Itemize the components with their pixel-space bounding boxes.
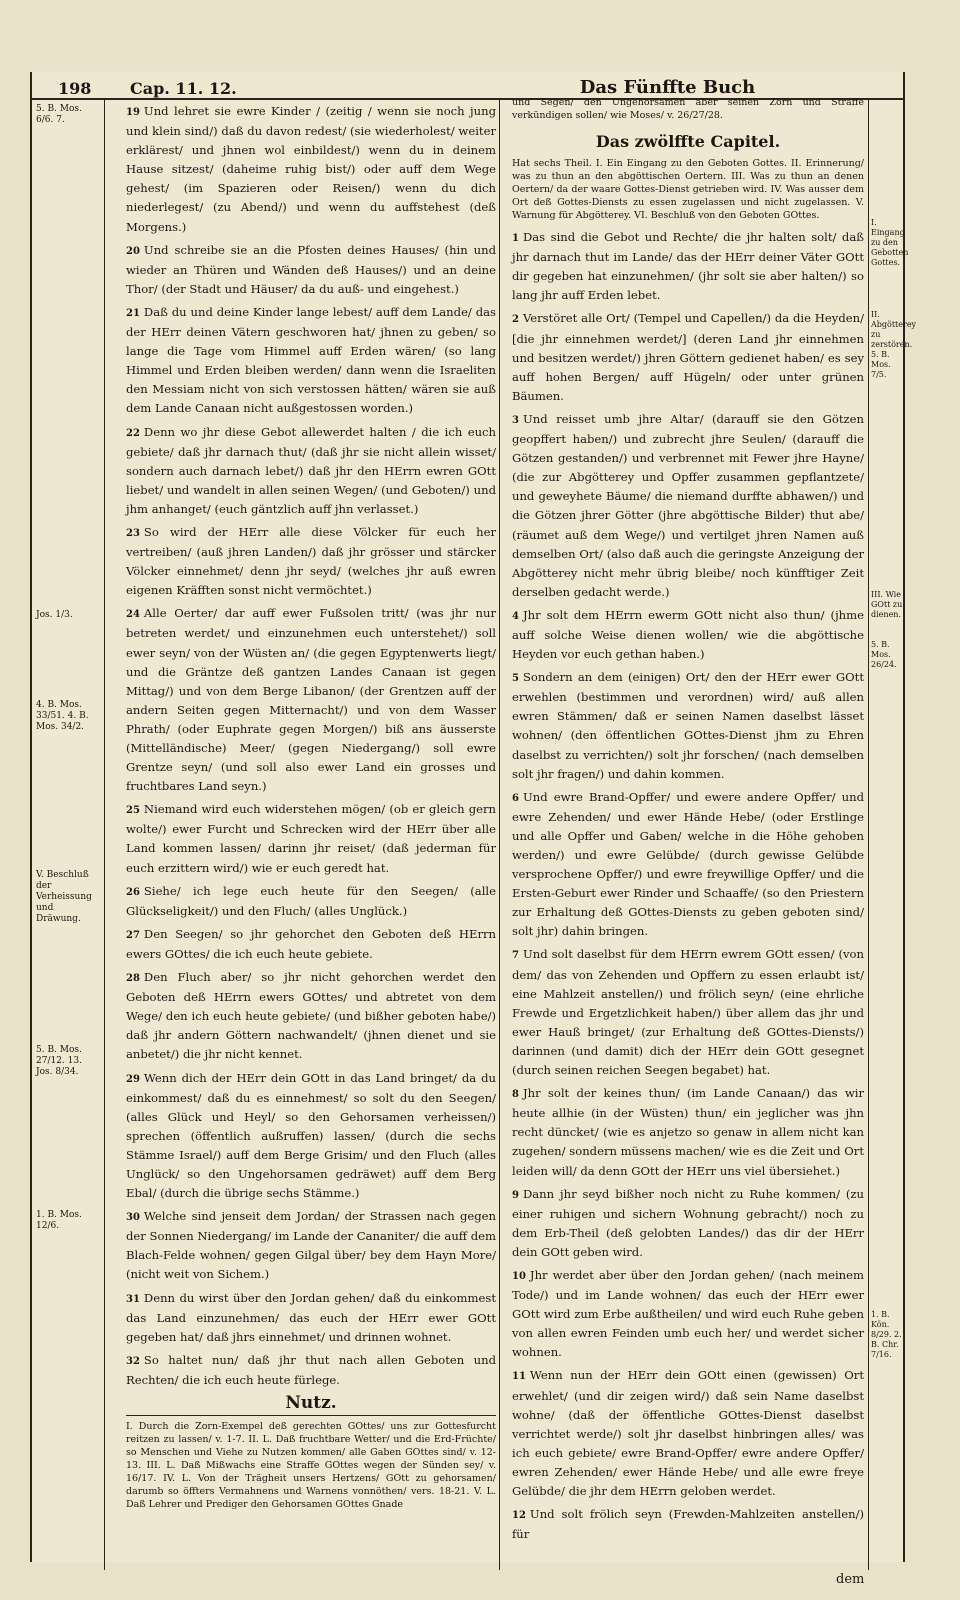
verse (126, 1351, 496, 1390)
verse (126, 1207, 496, 1284)
verse-text: Und schreibe sie an die Pfosten deines Hauses/ (hin und wieder an Thüren und Wänden deß Hauses/) und an deine Thor/ (der Stadt und Häuser/ da du auß- und eingehest.) (126, 242, 496, 296)
verse-text: Sondern an dem (einigen) Ort/ den der HErr ewer GOtt erwehlen (bestimmen und verordnen) wird/ auß allen ewren Stämmen/ daß er seinen Namen daselbst lässet wohnen/ (den öffentlichen GOttes-Dienst jhm zu Ehren daselbst zu verrichten/) solt jhr forschen/ (nach demselben solt jhr fragen/) und dahin kommen. (512, 670, 864, 781)
verse-number: 32 (126, 1355, 140, 1367)
chapter-12-continuation: und Segen/ den Ungehorsamen aber seinen Zorn und Straffe verkündigen sollen/ wie Moses/ v. 26/27/28. (512, 97, 864, 121)
verse-number: 12 (512, 1510, 526, 1522)
verse-number: 26 (126, 886, 140, 898)
verse (512, 1185, 864, 1262)
verse (512, 945, 864, 1080)
chapter-title: Das zwölffte Capitel. (595, 132, 781, 151)
right-margin (868, 100, 917, 1570)
verse-text: Daß du und deine Kinder lange lebest/ auff dem Lande/ das der HErr deinen Vätern geschworen hat/ jhnen zu geben/ so lange die Tage vom Himmel auff Erden wären/ (so lang Himmel und Erden bleiben werden/ dann wenn die Israeliten den Messiam nicht von sich verstossen hätten/ wären sie auß dem Lande Canaan nicht außgestossen worden.) (126, 304, 496, 416)
verse-number: 31 (126, 1293, 140, 1305)
verse-text: Siehe/ ich lege euch heute für den Seegen/ (alle Glückseligkeit/) und den Fluch/ (alles Unglück.) (126, 883, 496, 918)
chapter-summary: Hat sechs Theil. I. Ein Eingang zu den Geboten Gottes. II. Erinnerung/ was zu thun an den abgöttischen Oertern. III. Was zu thun an denen Oertern/ da der waare Gottes-Dienst getrieben wird. IV. Was ausser dem Ort deß Gottes-Diensts zu essen zugelassen und nicht zugelassen. V. Warnung für Abgötterey. VI. Beschluß von den Geboten GOttes. (512, 158, 864, 222)
verse-text: Alle Oerter/ dar auff ewer Fußsolen tritt/ (was jhr nur betreten werdet/ und einzunehmen euch unterstehet/) soll ewer seyn/ von der Wüsten an/ (die gegen Egyptenwerts liegt/ und die Gräntze deß gantzen Landes Canaan ist gegen Mittag/) und von dem Berge Libanon/ (der Grentzen auff der andern Seiten gegen Mitternacht/) und von dem Wasser Phrath/ (oder Euphrate gegen Morgen/) biß ans äusserste (Mittelländische) Meer/ (gegen Niedergang/) soll ewre Grentze seyn/ (und soll also ewer Land ein grosses und fruchtbares Land seyn.) (126, 606, 496, 794)
verse-number: 5 (512, 673, 519, 685)
verse (512, 1084, 864, 1180)
verse-text: Den Seegen/ so jhr gehorchet den Geboten deß HErrn ewers GOttes/ die ich euch heute gebiete. (126, 926, 496, 961)
verse-number: 23 (126, 527, 140, 539)
verse (126, 1289, 496, 1347)
verse-text: So haltet nun/ daß jhr thut nach allen Geboten und Rechten/ die ich euch heute fürlege. (126, 1352, 496, 1387)
verse (512, 1505, 864, 1544)
verse (126, 1069, 496, 1204)
verse-text: Und reisset umb jhre Altar/ (darauff sie den Götzen geopffert haben/) und zubrecht jhre Seulen/ (darauff die Götzen gestanden/) und verbrennet mit Fewer jhre Hayne/ (die zur Abgötterey und Opffer zusammen gepflantzete/ und geweyhete Bäume/ die niemand durffte abhawen/) und die Götzen jhrer Götter (jhre abgöttische Bilder) thut abe/ (räumet auß dem Wege/) und vertilget jhren Namen auß demselben Ort/ (also daß auch die geringste Anzeigung der Abgötterey nicht mehr übrig bleibe/ noch künfftiger Zeit derselben gedacht werde.) (512, 411, 864, 599)
left-margin (32, 100, 105, 1570)
verse-number: 3 (512, 414, 519, 426)
margin-note: III. Wie GOtt zu dienen. (871, 590, 903, 619)
verse-number: 1 (512, 233, 519, 245)
verse-text: So wird der HErr alle diese Völcker für euch her vertreiben/ (auß jhren Landen/) daß jhr grösser und stärcker Völcker einnehmet/ denn jhr seyd/ (welches jhr auß ewren eigenen Kräfften sonst nicht vermöchtet.) (126, 524, 496, 598)
verse (512, 1266, 864, 1362)
verse-number: 6 (512, 792, 519, 804)
verse-text: Niemand wird euch widerstehen mögen/ (ob er gleich gern wolte/) ewer Furcht und Schrecken wird der HErr über alle Land kommen lassen/ darinn jhr reiset/ (daß jederman für euch erzittern wird/) wie er euch geredt hat. (126, 802, 496, 875)
margin-note: 5. B. Mos. 6/6. 7. (36, 104, 82, 125)
verse-text: Jhr solt dem HErrn ewerm GOtt nicht also thun/ (jhme auff solche Weise dienen wollen/ wie die abgöttische Heyden vor euch gethan haben.) (512, 607, 864, 662)
margin-note: II. Abgötterey zu zerstören. 5. B. Mos. 7/5. (871, 310, 917, 379)
verse (512, 788, 864, 942)
verse-number: 9 (512, 1189, 519, 1201)
verse (512, 1366, 864, 1501)
verse (126, 303, 496, 419)
verse-text: Dann jhr seyd bißher noch nicht zu Ruhe kommen/ (zu einer ruhigen und sichern Wohnung gebracht/) noch zu dem Erb-Theil (deß gelobten Landes/) das dir der HErr dein GOtt geben wird. (512, 1186, 864, 1259)
verse-text: Denn wo jhr diese Gebot allewerdet halten / die ich euch gebiete/ daß jhr darnach thut/ (daß jhr sie nicht allein wisset/ sondern auch darnach lebet/) daß jhr den HErrn ewren GOtt liebet/ und wandelt in allen seinen Wegen/ (und Geboten/) und jhm anhanget/ (euch gäntzlich auff jhn verlasset.) (126, 424, 496, 516)
verse (126, 423, 496, 519)
verse-number: 24 (126, 609, 140, 621)
margin-note: 1. B. Kön. 8/29. 2. B. Chr. 7/16. (871, 1310, 902, 1359)
verse-number: 27 (126, 929, 140, 941)
margin-note: 5. B. Mos. 26/24. (871, 640, 897, 669)
verse (512, 309, 864, 405)
nutz-text: I. Durch die Zorn-Exempel deß gerechten GOttes/ uns zur Gottesfurcht reitzen zu lassen/ v. 1-7. II. L. Daß fruchtbare Wetter/ und die Erd-Früchte/ so Menschen und Viehe zu Nutzen kommen/ alle Gaben GOttes sind/ v. 12-13. III. L. Daß Mißwachs eine Straffe GOttes wegen der Sünden sey/ v. 16/17. IV. L. Von der Trägheit unsers Hertzens/ GOtt zu gehorsamen/ darumb so öffters Vermahnens und Warnens vonnöthen/ vers. 18-21. V. L. Daß Lehrer und Prediger den Gehorsamen GOttes Gnade (126, 1415, 496, 1511)
verse-text: Verstöret alle Ort/ (Tempel und Capellen/) da die Heyden/ [die jhr einnehmen werdet/] (deren Land jhr einnehmen und besitzen werdet/) jhren Göttern gedienet haben/ es sey auff hohen Bergen/ auff Hügeln/ oder unter grünen Bäumen. (512, 311, 864, 403)
verse-text: Wenn dich der HErr dein GOtt in das Land bringet/ da du einkommest/ daß du es einnehmest/ so solt du den Seegen/ (alles Glück und Heyl/ so den Gehorsamen verheissen/) sprechen (öffentlich außruffen) lassen/ (durch die sechs Stämme Israel/) auff dem Berge Grisim/ und den Fluch (alles Unglück/ so den Ungehorsamen gedräwet) auff dem Berg Ebal/ (durch die übrige sechs Stämme.) (126, 1070, 496, 1201)
verse-number: 28 (126, 973, 140, 985)
verse-text: Und solt frölich seyn (Frewden-Mahlzeiten anstellen/) für (512, 1507, 864, 1542)
verse (126, 523, 496, 600)
verse (126, 800, 496, 877)
verse-number: 2 (512, 314, 519, 326)
verse-number: 4 (512, 610, 519, 622)
nutz-title: Nutz. (285, 1393, 337, 1413)
verse (126, 102, 496, 237)
verse-text: Denn du wirst über den Jordan gehen/ daß du einkommest das Land einzunehmen/ das euch der HErr ewer GOtt gegeben hat/ daß jhrs einnehmet/ und drinnen wohnet. (126, 1290, 496, 1344)
book-title: Das Fünffte Buch (579, 77, 756, 98)
verse-number: 20 (126, 245, 140, 257)
catchword: dem (836, 1572, 865, 1587)
verse (512, 606, 864, 664)
verse-text: Das sind die Gebot und Rechte/ die jhr halten solt/ daß jhr darnach thut im Lande/ das der HErr deiner Väter GOtt dir gegeben hat einzunehmen/ (jhr solt sie aber halten/) so lang jhr auff Erden lebet. (512, 230, 864, 303)
verse-text: Und lehret sie ewre Kinder / (zeitig / wenn sie noch jung und klein sind/) daß du davon redest/ (sie wiederholest/ weiter erklärest/ und jhnen wol einbildest/) wenn du in deinem Hause sitzest/ (daheime ruhig bist/) oder auff dem Wege gehest/ (im Spazieren oder Reisen/) wenn du dich niederlegest/ (zu Abend/) und wenn du auffstehest (deß Morgens.) (126, 104, 496, 234)
verse (512, 410, 864, 602)
margin-note: I. Eingang zu den Gebotten Gottes. (871, 218, 909, 267)
margin-note: 1. B. Mos. 12/6. (36, 1210, 82, 1231)
verse-text: Welche sind jenseit dem Jordan/ der Strassen nach gegen der Sonnen Niedergang/ im Lande der Cananiter/ die auff dem Blach-Felde wohnen/ gegen Gilgal über/ bey dem Hayn More/ (nicht weit von Sichem.) (126, 1209, 496, 1282)
verse-number: 19 (126, 107, 140, 118)
verse-text: Jhr solt der keines thun/ (im Lande Canaan/) das wir heute allhie (in der Wüsten) thun/ ein jeglicher was jhn recht düncket/ (wie es anjetzo so genaw in allem nicht kan zugehen/ sondern müssens machen/ wie es die Zeit und Ort leiden will/ da denn GOtt der HErr uns viel übersiehet.) (512, 1086, 864, 1178)
verse-number: 10 (512, 1270, 526, 1282)
verse-text: Wenn nun der HErr dein GOtt einen (gewissen) Ort erwehlet/ (und dir zeigen wird/) daß sein Name daselbst wohne/ (daß der öffentliche GOttes-Dienst daselbst verrichtet werde/) solt jhr daselbst hinbringen alles/ was ich euch gebiete/ ewre Brand-Opffer/ ewre andere Opffer/ ewren Zehenden/ ewer Hände Hebe/ und alle ewre freye Gelübde/ die jhr dem HErrn geloben werdet. (512, 1368, 864, 1498)
verse (126, 925, 496, 964)
verse-number: 21 (126, 307, 140, 319)
verse (512, 668, 864, 784)
margin-note: Jos. 1/3. (36, 610, 73, 620)
verse-number: 7 (512, 950, 519, 962)
right-verses (512, 228, 864, 1544)
verse-text: Und solt daselbst für dem HErrn ewrem GOtt essen/ (von dem/ das von Zehenden und Opffern zu essen erlaubt ist/ eine Mahlzeit anstellen/) und frölich seyn/ (eine ehrliche Frewde und Ergetzlichkeit haben/) über allem das jhr und ewer Hauß bringet/ (zur Erhaltung deß GOttes-Diensts/) darinnen (und damit) dich der HErr dein GOtt gesegnet (durch seinen reichen Seegen begabet) hat. (512, 947, 864, 1078)
verse-number: 8 (512, 1089, 519, 1101)
verse-number: 30 (126, 1212, 140, 1224)
verse (512, 228, 864, 305)
verse-number: 22 (126, 427, 140, 439)
column-divider (499, 100, 500, 1570)
verse-text: Jhr werdet aber über den Jordan gehen/ (nach meinem Tode/) und im Lande wohnen/ das euch der HErr ewer GOtt wird zum Erbe außtheilen/ und wird euch Ruhe geben von allen ewren Feinden umb euch her/ und werdet sicher wohnen. (512, 1267, 864, 1360)
page-number: 198 (58, 79, 92, 98)
verse (126, 241, 496, 299)
chapter-label: Cap. 11. 12. (130, 79, 237, 98)
right-column-text (512, 96, 864, 1548)
verse-number: 11 (512, 1371, 526, 1383)
verse-number: 29 (126, 1073, 140, 1085)
verse-number: 25 (126, 805, 140, 817)
margin-note: 5. B. Mos. 27/12. 13. Jos. 8/34. (36, 1045, 82, 1077)
verse (126, 968, 496, 1064)
verse (126, 882, 496, 921)
verse-text: Den Fluch aber/ so jhr nicht gehorchen werdet den Geboten deß HErrn ewers GOttes/ und abtretet von dem Wege/ den ich euch heute gebiete/ (und bißher geboten habe/) daß jhr andern Göttern nachwandelt/ (jhnen dienet und sie anbetet/) die jhr nicht kennet. (126, 970, 496, 1062)
left-column-text (126, 102, 496, 1511)
margin-note: 4. B. Mos. 33/51. 4. B. Mos. 34/2. (36, 700, 89, 732)
verse-text: Und ewre Brand-Opffer/ und ewere andere Opffer/ und ewre Zehenden/ und ewer Hände Hebe/ (oder Erstlinge und alle Opffer und Gaben/ welche in die Höhe gehoben werden/) und ewre Gelübde/ (durch gewisse Gelübde versprochene Opffer/) und ewre freywillige Opffer/ und die Ersten-Geburt ewer Rinder und Schaaffe/ (so den Priestern zur Erhaltung deß GOttes-Diensts zu geben geboten sind/ solt jhr) dahin bringen. (512, 789, 864, 939)
verse (126, 604, 496, 796)
margin-note: V. Beschluß der Verheissung und Dräwung. (36, 870, 92, 924)
